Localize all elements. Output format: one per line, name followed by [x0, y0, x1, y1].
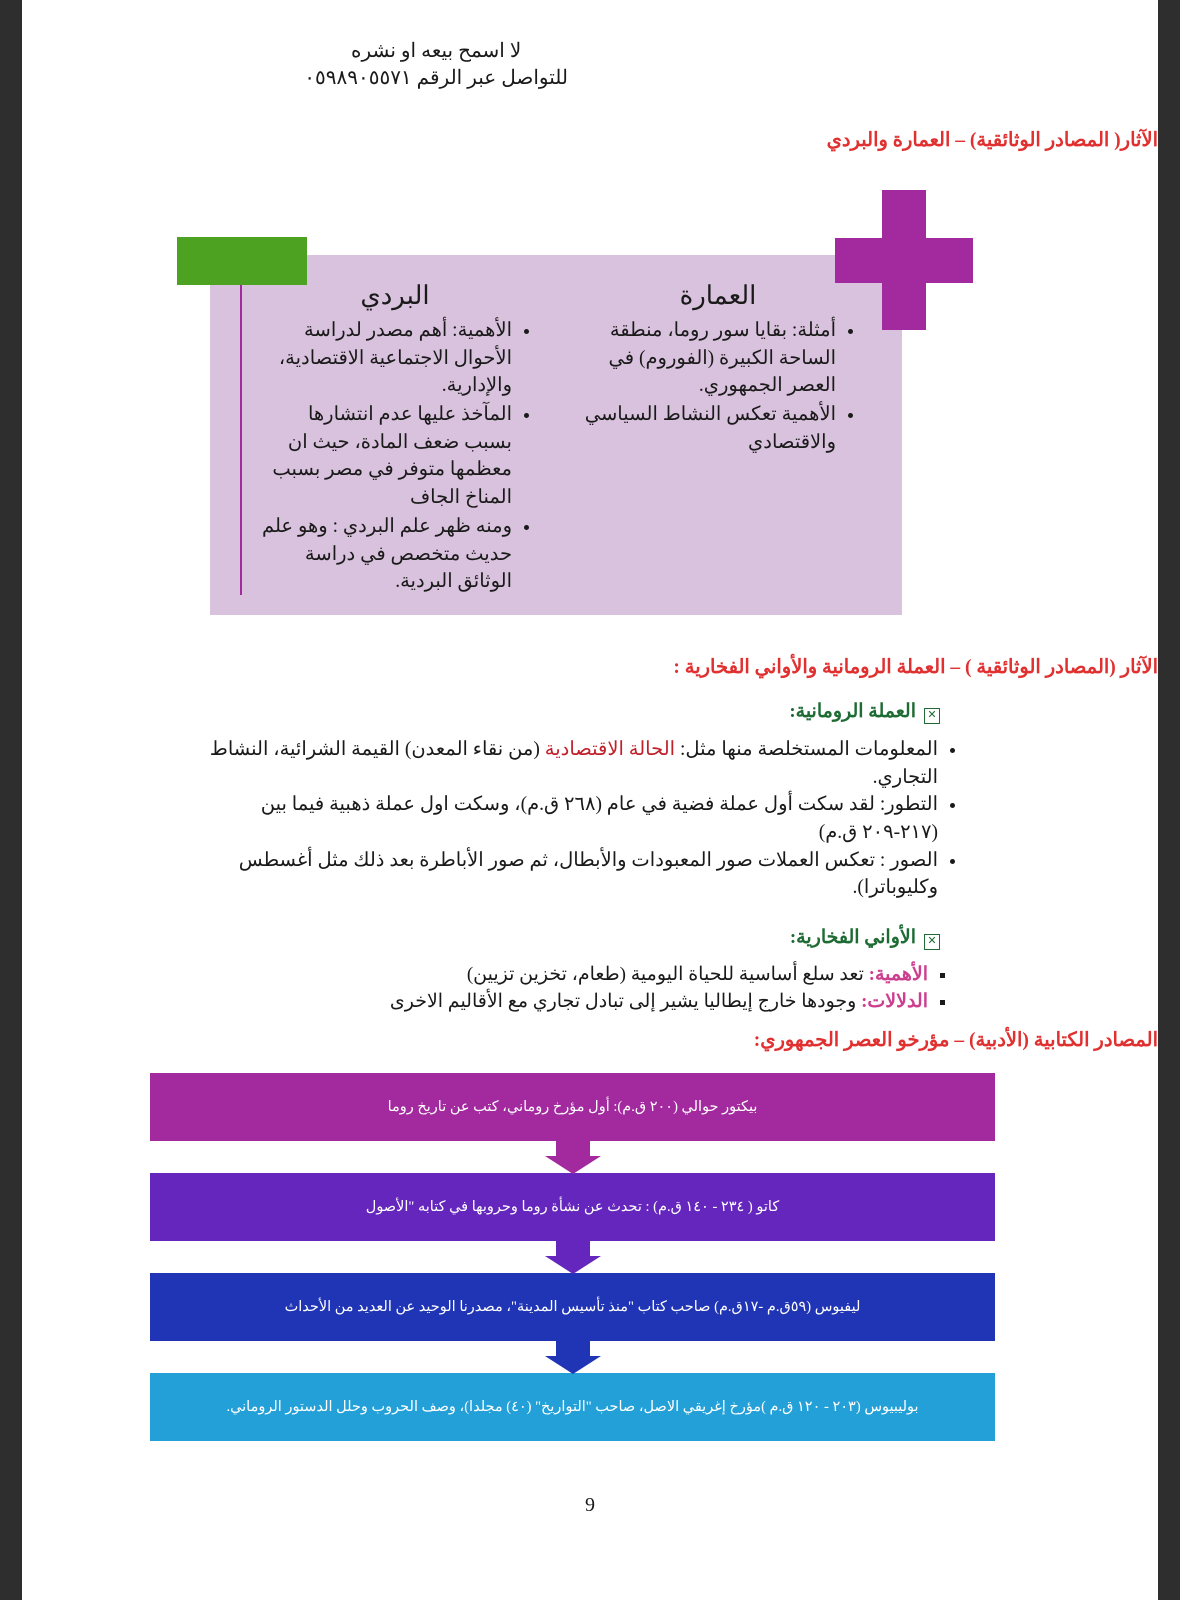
list-item: • المآخذ عليها عدم انتشارها بسبب ضعف المادة، حيث ان معظمها متوفر في مصر بسبب المناخ الجاف [256, 401, 512, 512]
list-item-label: الأهمية: [868, 964, 928, 985]
list-item [202, 962, 928, 989]
decorative-plus-icon [835, 190, 973, 330]
header-note-line-1: لا اسمح بيعه او نشره [350, 40, 522, 62]
page-edge-right [1158, 0, 1180, 1600]
list-item [202, 847, 938, 902]
subheading-pottery-label: الأواني الفخارية: [789, 927, 916, 948]
page-edge-left [0, 0, 22, 1600]
panel-list-architecture [578, 317, 858, 456]
boxed-x-icon: ✕ [924, 934, 940, 950]
historians-flowchart [150, 1073, 995, 1441]
list-item-text: تعد سلع أساسية للحياة اليومية (طعام، تخزين تزيين) [466, 964, 869, 985]
list-item-text-after: (من نقاء المعدن) القيمة الشرائية، النشاط التجاري. [209, 739, 938, 788]
subheading-roman-coins [789, 700, 940, 724]
panel-list-papyrus [256, 317, 534, 596]
arrow-head-down-icon [545, 1256, 601, 1274]
flowchart-arrow-3 [150, 1341, 995, 1373]
list-item-text: وجودها خارج إيطاليا يشير إلى تبادل تجاري مع الأقاليم الاخرى [389, 990, 862, 1012]
flowchart-step-polybius: بوليبيوس (٢٠٣ - ١٢٠ ق.م )مؤرخ إغريقي الاصل، صاحب "التواريخ" (٤٠) مجلدا)، وصف الحروب وحلل الدستور الروماني. [150, 1373, 995, 1441]
pottery-bullet-list [202, 962, 958, 1016]
header-note-line-2: للتواصل عبر الرقم ٠٥٩٨٩٠٥٥٧١ [304, 67, 568, 89]
page-content [22, 0, 1158, 1600]
arrow-stem [556, 1241, 590, 1257]
flowchart-arrow-1 [150, 1141, 995, 1173]
section-heading-coins-pottery: الآثار (المصادر الوثائقية ) – العملة الرومانية والأواني الفخارية : [673, 657, 1158, 678]
panel-column-papyrus [240, 281, 556, 595]
decorative-green-rectangle [177, 237, 307, 285]
flowchart-step-cato: كاتو ( ٢٣٤ - ١٤٠ ق.م) : تحدث عن نشأة روما وحروبها في كتابه "الأصول [150, 1173, 995, 1241]
list-item: • الأهمية: أهم مصدر لدراسة الأحوال الاجتماعية الاقتصادية، والإدارية. [256, 317, 512, 400]
list-item-text-before: التطور: لقد سكت أول عملة فضية في عام (٢٦٨ ق.م)، وسكت اول عملة ذهبية فيما بين (٢١٧-٢٠٩ ق.م) [260, 794, 938, 844]
subheading-roman-coins-label: العملة الرومانية: [789, 701, 916, 722]
coins-bullet-list [202, 736, 968, 902]
plus-horizontal-bar [835, 238, 973, 283]
section-heading-architecture-papyrus: الآثار( المصادر الوثائقية) – العمارة والبردي [826, 130, 1158, 151]
list-item: • ومنه ظهر علم البردي : وهو علم حديث متخصص في دراسة الوثائق البردية. [256, 513, 512, 596]
list-item [202, 736, 938, 791]
section-heading-literary-sources: المصادر الكتابية (الأدبية) – مؤرخو العصر الجمهوري: [753, 1030, 1158, 1051]
two-column-panel [210, 255, 902, 615]
list-item: • الأهمية تعكس النشاط السياسي والاقتصادي [578, 401, 836, 456]
list-item [202, 791, 938, 846]
list-item-emphasis: الحالة الاقتصادية [544, 739, 676, 760]
page-number: 9 [585, 1494, 595, 1516]
list-item: • أمثلة: بقايا سور روما، منطقة الساحة الكبيرة (الفوروم) في العصر الجمهوري. [578, 317, 836, 400]
list-item-label: الدلالات: [861, 990, 928, 1012]
list-item-text-before: الصور : تعكس العملات صور المعبودات والأبطال، ثم صور الأباطرة بعد ذلك مثل أغسطس وكليوباترا). [238, 849, 938, 899]
arrow-head-down-icon [545, 1356, 601, 1374]
subheading-pottery-vessels [790, 926, 940, 950]
list-item-text-before: المعلومات المستخلصة منها مثل: [675, 739, 938, 760]
arrow-head-down-icon [545, 1156, 601, 1174]
panel-column-architecture [556, 281, 872, 595]
list-item [202, 989, 928, 1016]
arrow-stem [556, 1141, 590, 1157]
header-note [304, 38, 568, 92]
flowchart-step-pictor: بيكتور حوالي (٢٠٠ ق.م): أول مؤرخ روماني، كتب عن تاريخ روما [150, 1073, 995, 1141]
panel-title-papyrus: البردي [360, 281, 430, 310]
panel-title-architecture: العمارة [679, 281, 757, 310]
flowchart-arrow-2 [150, 1241, 995, 1273]
arrow-stem [556, 1341, 590, 1357]
boxed-x-icon: ✕ [924, 708, 940, 724]
flowchart-step-livius: ليفيوس (٥٩ق.م -١٧ق.م) صاحب كتاب "منذ تأسيس المدينة"، مصدرنا الوحيد عن العديد من الأحداث [150, 1273, 995, 1341]
